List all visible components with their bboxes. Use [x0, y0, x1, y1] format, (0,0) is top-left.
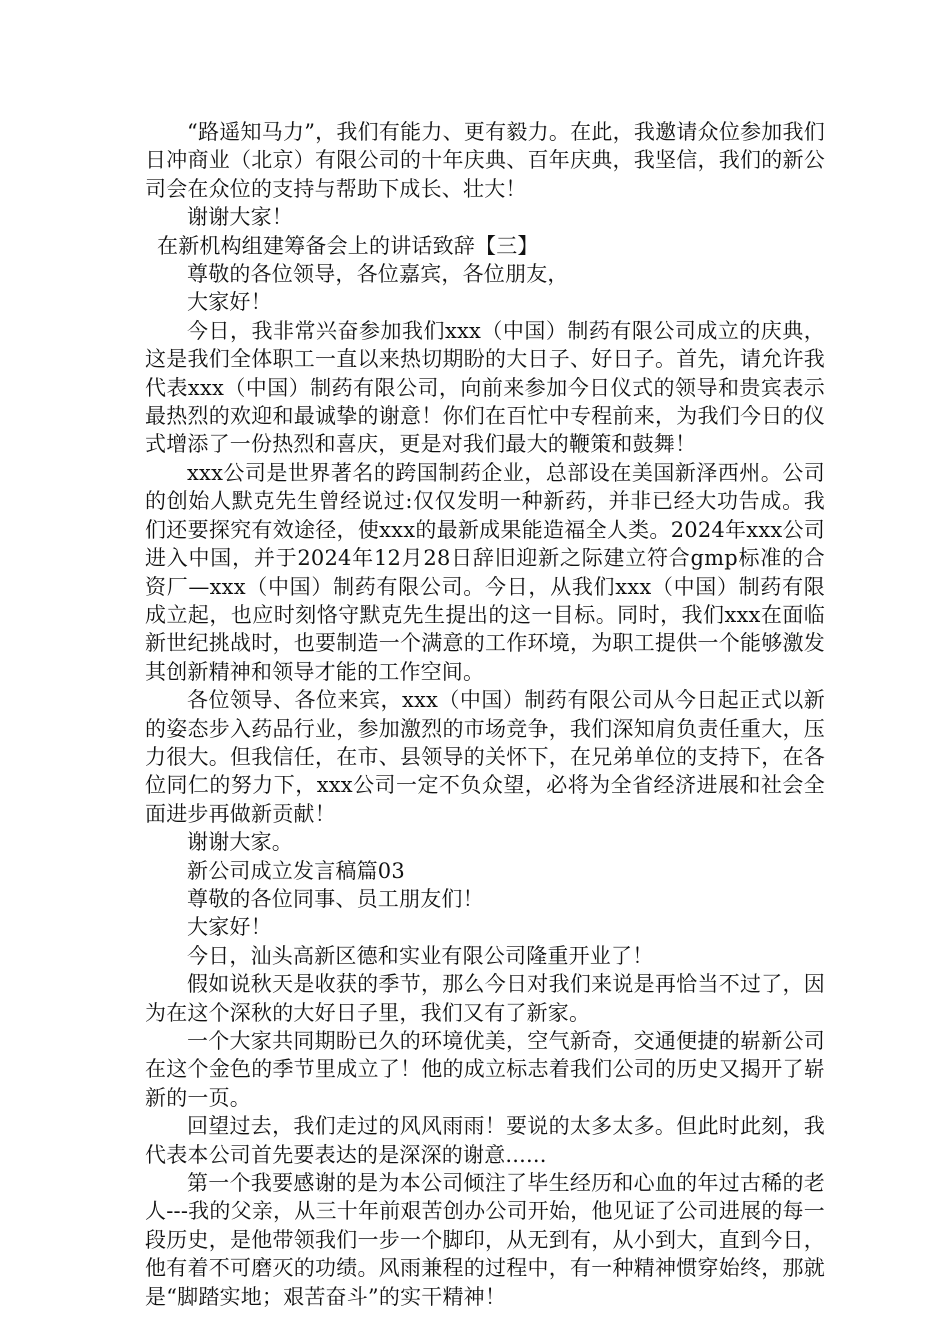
paragraph: 大家好！ — [187, 290, 272, 315]
paragraph: 尊敬的各位领导，各位嘉宾，各位朋友， — [187, 262, 569, 287]
paragraph: 谢谢大家！ — [187, 205, 293, 230]
paragraph: 各位领导、各位来宾，xxx（中国）制药有限公司从今日起正式以新的姿态步入药品行业，参加激烈的市场竞争，我们深知肩负责任重大，压力很大。但我信任，在市、县领导的关怀下，在兄弟单位的支持下，在各位同仁的努力下，xxx公司一定不负众望，必将为全省经济进展和社会全面进步再做新贡献！ — [145, 688, 825, 826]
paragraph: 回望过去，我们走过的风风雨雨！要说的太多太多。但此时此刻，我代表本公司首先要表达的是深深的谢意...... — [145, 1114, 825, 1167]
paragraph: 尊敬的各位同事、员工朋友们！ — [187, 886, 484, 911]
paragraph: 假如说秋天是收获的季节，那么今日对我们来说是再恰当不过了，因为在这个深秋的大好日子里，我们又有了新家。 — [145, 972, 825, 1025]
paragraph: 谢谢大家。 — [187, 830, 293, 855]
paragraph: 大家好！ — [187, 915, 272, 940]
paragraph: 第一个我要感谢的是为本公司倾注了毕生经历和心血的年过古稀的老人---我的父亲，从三十年前艰苦创办公司开始，他见证了公司进展的每一段历史，是他带领我们一步一个脚印，从无到有，从小到大，直到今日，他有着不可磨灭的功绩。风雨兼程的过程中，有一种精神惯穿始终，那就是“脚踏实地；艰苦奋斗”的实干精神！ — [145, 1171, 825, 1309]
paragraph: 今日，汕头高新区德和实业有限公司隆重开业了！ — [187, 943, 654, 968]
paragraph: 一个大家共同期盼已久的环境优美，空气新奇，交通便捷的崭新公司在这个金色的季节里成立了！他的成立标志着我们公司的历史又揭开了崭新的一页。 — [145, 1029, 825, 1110]
paragraph: xxx公司是世界著名的跨国制药企业，总部设在美国新泽西州。公司的创始人默克先生曾经说过:仅仅发明一种新药，并非已经大功告成。我们还要探究有效途径，使xxx的最新成果能造福全人类。2024年xxx公司进入中国，并于2024年12月28日辞旧迎新之际建立符合gmp标准的合资厂—xxx（中国）制药有限公司。今日，从我们xxx（中国）制药有限成立起，也应时刻恪守默克先生提出的这一目标。同时，我们xxx在面临新世纪挑战时，也要制造一个满意的工作环境，为职工提供一个能够激发其创新精神和领导才能的工作空间。 — [145, 460, 825, 684]
paragraph: 今日，我非常兴奋参加我们xxx（中国）制药有限公司成立的庆典，这是我们全体职工一直以来热切期盼的大日子、好日子。首先，请允许我代表xxx（中国）制药有限公司，向前来参加今日仪式的领导和贵宾表示最热烈的欢迎和最诚挚的谢意！你们在百忙中专程前来，为我们今日的仪式增添了一份热烈和喜庆，更是对我们最大的鞭策和鼓舞！ — [145, 318, 825, 457]
document-page — [145, 118, 825, 1311]
paragraph: 新公司成立发言稿篇03 — [187, 858, 405, 883]
paragraph: “路遥知马力”，我们有能力、更有毅力。在此，我邀请众位参加我们日冲商业（北京）有限公司的十年庆典、百年庆典，我坚信，我们的新公司会在众位的支持与帮助下成长、壮大！ — [145, 120, 825, 201]
section-heading: 在新机构组建筹备会上的讲话致辞【三】 — [157, 233, 539, 258]
